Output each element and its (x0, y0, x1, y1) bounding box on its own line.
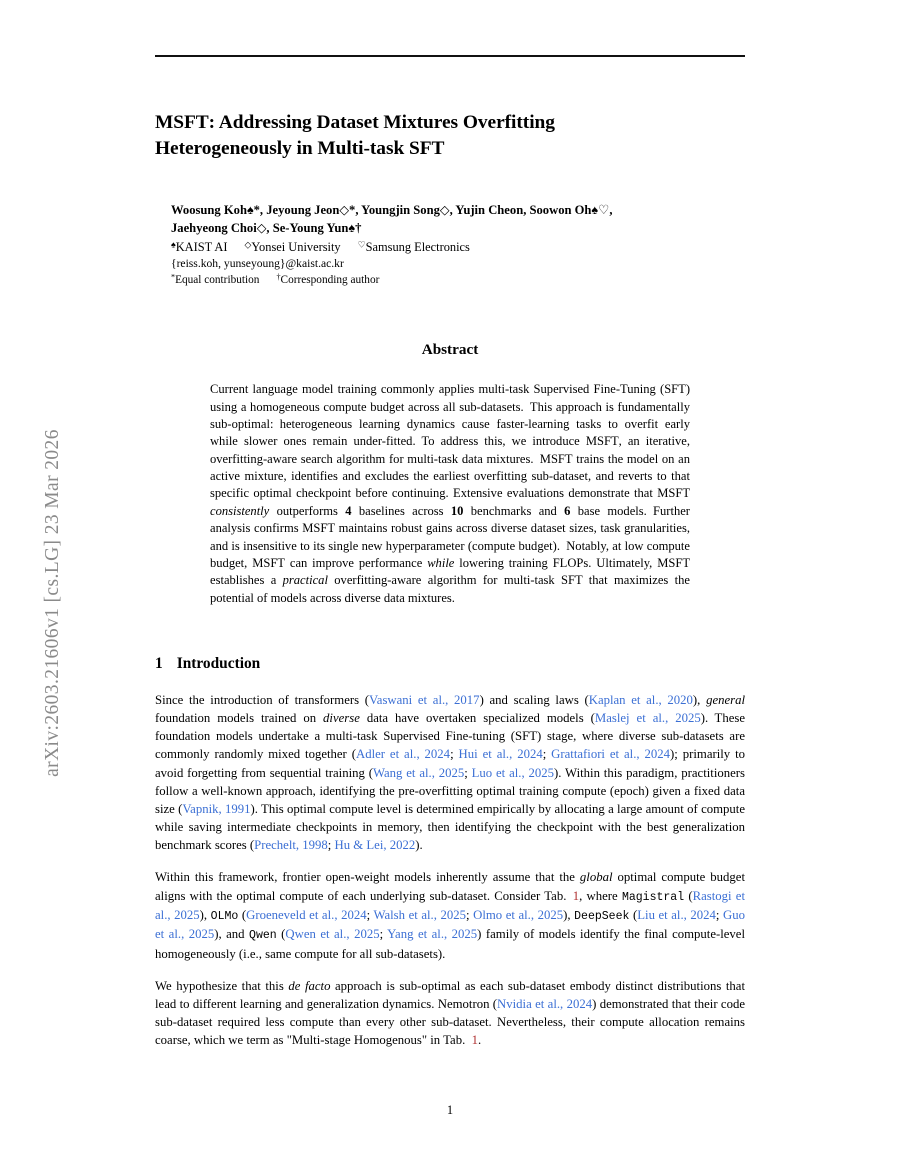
contact-email: {reiss.koh, yunseyoung}@kaist.ac.kr (171, 257, 344, 271)
citation-kaplan-2020[interactable]: Kaplan et al., 2020 (588, 693, 693, 708)
citation-guo-2025[interactable]: Guo et al., 2025 (155, 908, 745, 942)
author-names-line-1: Woosung Koh♠*, Jeyoung Jeon◇*, Youngjin Song◇, Yujin Cheon, Soowon Oh♠♡, (171, 203, 613, 217)
note-text-equal-contribution: Equal contribution (175, 274, 260, 287)
citation-qwen-2025[interactable]: Qwen et al., 2025 (285, 927, 380, 942)
note-text-corresponding-author: Corresponding author (280, 274, 380, 287)
citation-hui-2024[interactable]: Hui et al., 2024 (458, 747, 543, 762)
citation-grattafiori-2024[interactable]: Grattafiori et al., 2024 (551, 747, 671, 762)
author-names-line-2: Jaehyeong Choi◇, Se-Young Yun♠† (171, 220, 362, 235)
affiliation-symbol-spade: ♠ (171, 239, 176, 250)
citation-prechelt-1998[interactable]: Prechelt, 1998 (254, 838, 328, 853)
affiliation-kaist (171, 240, 227, 254)
citation-groeneveld-2024[interactable]: Groeneveld et al., 2024 (246, 908, 367, 922)
page-number: 1 (446, 1103, 454, 1117)
section-heading-introduction (155, 655, 745, 673)
affiliation-name-kaist: KAIST AI (175, 239, 228, 254)
model-name-deepseek: DeepSeek (574, 910, 630, 923)
affiliation-yonsei (244, 240, 340, 254)
citation-wang-2025[interactable]: Wang et al., 2025 (373, 765, 465, 780)
title-line1-rest: : Addressing Dataset Mixtures Overfitting (208, 112, 555, 133)
paper-content-column (155, 0, 745, 1062)
header-rule (155, 55, 745, 57)
table-reference-1a[interactable]: 1 (572, 888, 580, 903)
abstract-body: Current language model training commonly applies multi-task Supervised Fine-Tuning (SFT) using a homogeneous compute budget across all sub-datasets. This approach is fundamentally sub-optimal: heterogeneous learning dynamics cause faster-learning tasks to overfit early while slower ones remain under-fitted. To address this, we introduce MSFT, an iterative, overfitting-aware search algorithm for multi-task data mixtures. MSFT trains the model on an active mixture, identifies and excludes the earliest overfitting sub-dataset, and reverts to that specific optimal checkpoint before continuing. Extensive evaluations demonstrate that MSFT consistently outperforms 4 baselines across 10 benchmarks and 6 base models. Further analysis confirms MSFT maintains robust gains across diverse dataset sizes, task granularities, and is insensitive to its single new hyperparameter (compute budget). Notably, at low compute budget, MSFT can improve performance while lowering training FLOPs. Ultimately, MSFT establishes a practical overfitting-aware algorithm for multi-task SFT that maximizes the potential of models across diverse data mixtures. (210, 382, 691, 605)
intro-paragraph-3: We hypothesize that this de facto approach is sub-optimal as each sub-dataset embody distinct distributions that lead to different learning and generalization dynamics. Nemotron (Nvidia et al., 2024) demonstrated that their code sub-dataset required less compute than every other sub-dataset. Nevertheless, their compute allocation remains coarse, which we term as "Multi-stage Homogenous" in Tab. 1. (155, 979, 745, 1048)
abstract-msft-3: MSFT (657, 486, 690, 501)
model-name-qwen: Qwen (249, 929, 277, 943)
affiliation-samsung (358, 240, 470, 254)
citation-walsh-2025[interactable]: Walsh et al., 2025 (373, 908, 466, 922)
intro-paragraph-1: Since the introduction of transformers (Vaswani et al., 2017) and scaling laws (Kaplan et al., 2020), general foundation models trained on diverse data have overtaken specialized models (Maslej et al., 2025). These foundation models undertake a multi-task Supervised Fine-tuning (SFT) stage, where diverse sub-datasets are commonly randomly mixed together (Adler et al., 2024; Hui et al., 2024; Grattafiori et al., 2024); primarily to avoid forgetting from sequential training (Wang et al., 2025; Luo et al., 2025). Within this paradigm, practitioners follow a well-known approach, identifying the pre-overfitting optimal training compute (epoch) given a fixed data size (Vapnik, 1991). This optimal compute level is determined empirically by allocating a large amount of compute while saving intermediate checkpoints in memory, then identifying the checkpoint with the best generalization benchmark scores (Prechelt, 1998; Hu & Lei, 2022). (155, 693, 746, 853)
section-title: Introduction (176, 655, 261, 673)
abstract-msft-1: MSFT (585, 434, 619, 449)
citation-vapnik-1991[interactable]: Vapnik, 1991 (182, 801, 251, 816)
arxiv-stamp: arXiv:2603.21606v1 [cs.LG] 23 Mar 2026 (42, 429, 63, 777)
title-line2: Heterogeneously in Multi-task SFT (155, 138, 445, 159)
model-name-olmo: OLMo (210, 910, 239, 923)
citation-rastogi-2025[interactable]: Rastogi et al., 2025 (155, 888, 745, 922)
citation-vaswani-2017[interactable]: Vaswani et al., 2017 (369, 693, 480, 708)
abstract-heading: Abstract (421, 341, 479, 359)
author-notes-line (171, 273, 745, 289)
citation-liu-2024[interactable]: Liu et al., 2024 (637, 908, 716, 922)
model-name-magistral: Magistral (621, 890, 685, 904)
citation-yang-2025[interactable]: Yang et al., 2025 (387, 927, 478, 942)
abstract-msft-5: MSFT (252, 555, 285, 570)
affiliation-name-samsung: Samsung Electronics (365, 239, 470, 254)
affiliation-symbol-heart: ♡ (357, 239, 366, 250)
intro-paragraph-2: Within this framework, frontier open-weight models inherently assume that the global optimal compute budget aligns with the optimal compute of each underlying sub-dataset. Consider Tab. 1, where Magistral (Rastogi et al., 2025), OLMo (Groeneveld et al., 2024; Walsh et al., 2025; Olmo et al., 2025), DeepSeek (Liu et al., 2024; Guo et al., 2025), and Qwen (Qwen et al., 2025; Yang et al., 2025) family of models identify the final compute-level homogeneously (i.e., same compute for all sub-datasets). (155, 870, 746, 961)
title-smallcaps-prefix: MSFT (155, 112, 209, 133)
citation-nvidia-2024[interactable]: Nvidia et al., 2024 (497, 997, 593, 1012)
affiliation-name-yonsei: Yonsei University (251, 239, 341, 254)
citation-luo-2025[interactable]: Luo et al., 2025 (471, 765, 554, 780)
note-symbol-asterisk: * (171, 272, 176, 282)
affiliation-symbol-diamond: ◇ (244, 239, 252, 250)
page-title (155, 110, 745, 162)
abstract-msft-4: MSFT (302, 521, 335, 536)
citation-maslej-2025[interactable]: Maslej et al., 2025 (594, 711, 701, 726)
author-block (171, 202, 745, 289)
abstract-msft-2: MSFT (539, 451, 573, 466)
section-number: 1 (155, 655, 163, 673)
citation-olmo-2025[interactable]: Olmo et al., 2025 (473, 908, 564, 922)
abstract-msft-6: MSFT (657, 555, 690, 570)
citation-adler-2024[interactable]: Adler et al., 2024 (355, 747, 451, 762)
note-symbol-dagger: † (276, 272, 281, 282)
affiliations-line (171, 239, 745, 256)
table-reference-1b[interactable]: 1 (471, 1033, 479, 1048)
citation-hu-lei-2022[interactable]: Hu & Lei, 2022 (334, 838, 416, 853)
